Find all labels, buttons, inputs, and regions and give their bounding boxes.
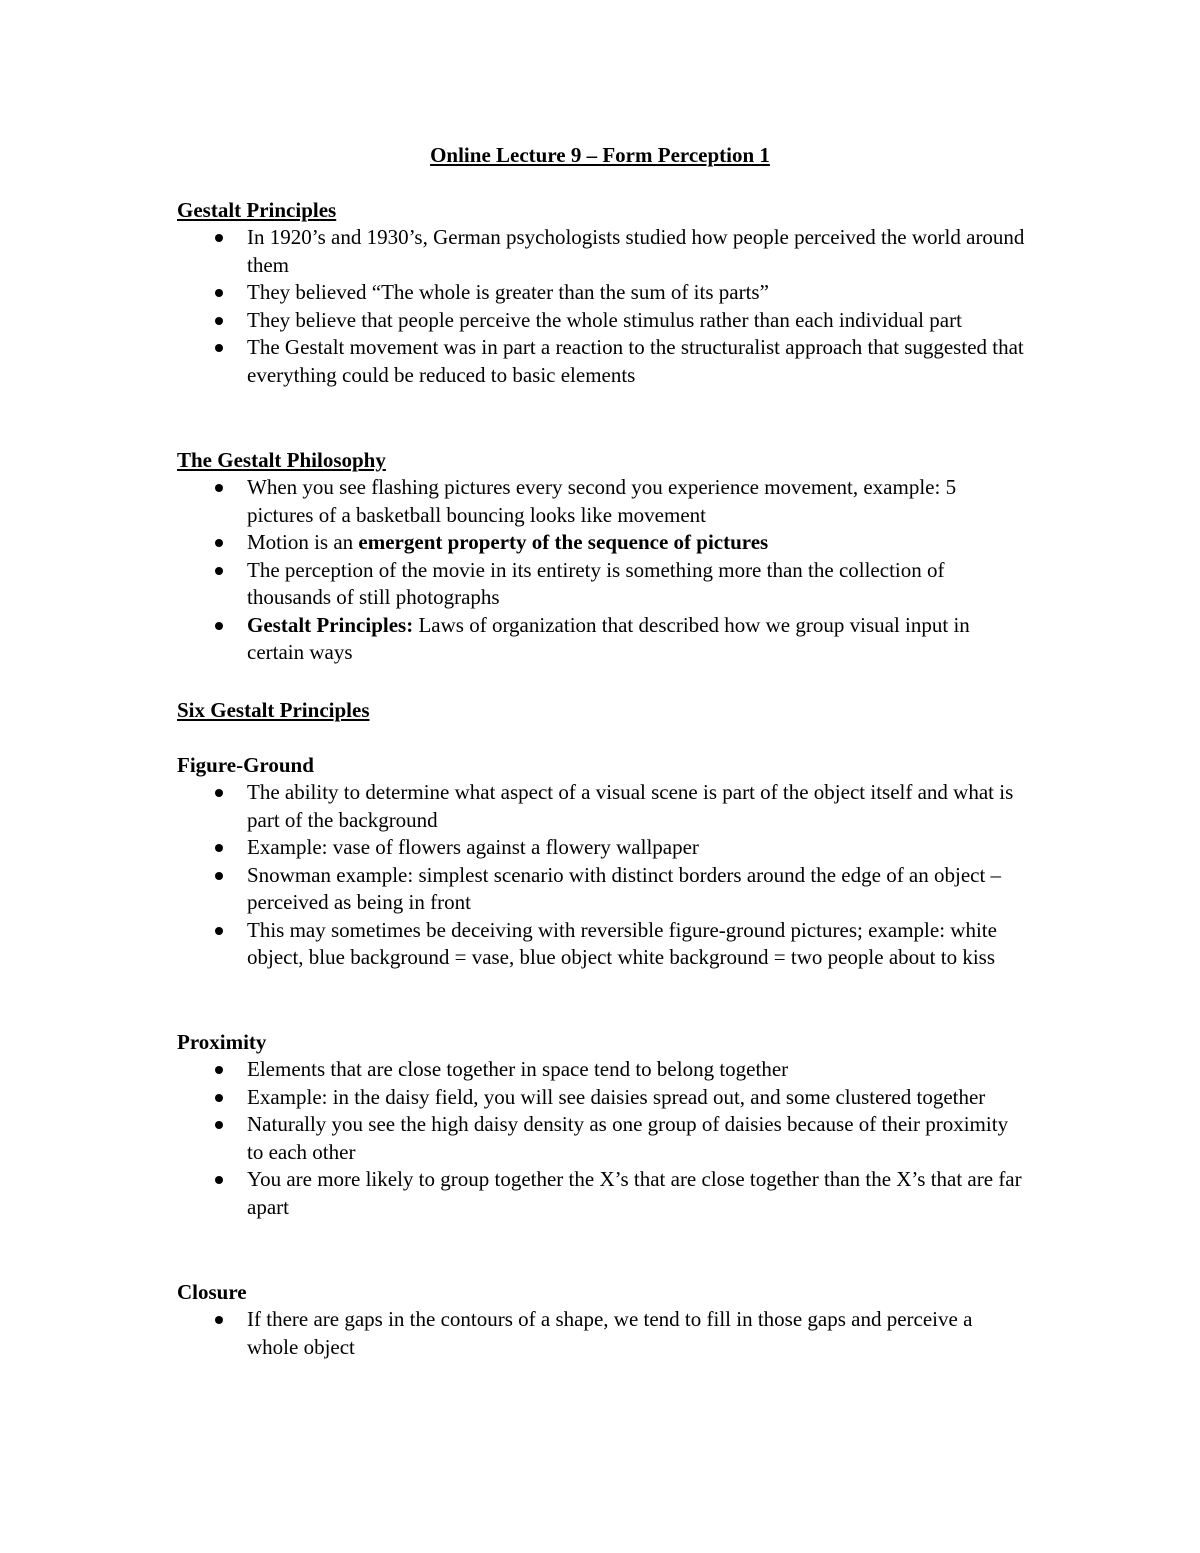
- list-item-text: You are more likely to group together the X’s that are close together than the X’s that are far apart: [247, 1167, 1022, 1219]
- list-item-text: If there are gaps in the contours of a shape, we tend to fill in those gaps and perceive a whole object: [247, 1307, 973, 1359]
- list-item: [177, 529, 1027, 557]
- list-item-text: Naturally you see the high daisy density as one group of daisies because of their proximity to each other: [247, 1112, 1009, 1164]
- bullet-list: [177, 474, 1027, 667]
- list-item-text: The ability to determine what aspect of a visual scene is part of the object itself and what is part of the background: [247, 780, 1014, 832]
- bullet-icon: [215, 1066, 223, 1074]
- section-heading: Gestalt Principles: [177, 198, 337, 222]
- bullet-icon: [215, 622, 223, 630]
- bullet-list: [177, 224, 1027, 389]
- section-gestalt-principles: [177, 196, 1027, 389]
- list-item: [177, 1084, 1027, 1112]
- list-item: [177, 834, 1027, 862]
- bullet-icon: [215, 844, 223, 852]
- list-item: [177, 334, 1027, 389]
- bullet-icon: [215, 317, 223, 325]
- bullet-icon: [215, 234, 223, 242]
- list-item-text: Example: vase of flowers against a flowery wallpaper: [247, 835, 699, 859]
- section-heading: The Gestalt Philosophy: [177, 448, 386, 472]
- list-item: [177, 1056, 1027, 1084]
- emphasis-text: emergent property of the sequence of pictures: [358, 530, 769, 554]
- list-item: [177, 1166, 1027, 1221]
- list-item: [177, 779, 1027, 834]
- bullet-list: [177, 779, 1027, 972]
- list-item: [177, 557, 1027, 612]
- list-item-text: The perception of the movie in its entirety is something more than the collection of thousands of still photographs: [247, 557, 945, 609]
- list-item-text: Example: in the daisy field, you will see daisies spread out, and some clustered together: [247, 1084, 986, 1109]
- list-item: [177, 612, 1027, 667]
- bullet-icon: [215, 927, 223, 935]
- list-item: [177, 279, 1027, 307]
- list-item: [177, 1111, 1027, 1166]
- list-item: [177, 862, 1027, 917]
- bullet-icon: [215, 539, 223, 547]
- subsection-heading: Figure-Ground: [177, 753, 314, 777]
- list-item-text: In 1920’s and 1930’s, German psychologists studied how people perceived the world around them: [247, 225, 1025, 277]
- list-item-text: They believed “The whole is greater than the sum of its parts”: [247, 280, 769, 304]
- bullet-icon: [215, 1316, 223, 1324]
- section-six-principles: [177, 696, 1027, 724]
- list-item-text: The Gestalt movement was in part a reaction to the structuralist approach that suggested that everything could be reduced to basic elements: [247, 335, 1024, 387]
- subsection-heading: Proximity: [177, 1030, 267, 1054]
- list-item: [177, 1306, 1027, 1361]
- list-item: [177, 917, 1027, 972]
- section-gestalt-philosophy: [177, 446, 1027, 667]
- list-item-text: They believe that people perceive the whole stimulus rather than each individual part: [247, 307, 962, 332]
- subsection-heading: Closure: [177, 1280, 247, 1304]
- section-proximity: [177, 1028, 1027, 1221]
- bullet-icon: [215, 789, 223, 797]
- list-item-text: Snowman example: simplest scenario with distinct borders around the edge of an object – perceived as being in front: [247, 862, 1002, 914]
- section-figure-ground: [177, 751, 1027, 972]
- bullet-list: [177, 1306, 1027, 1361]
- list-item: [177, 474, 1027, 529]
- term-definition: Laws of organization that described how we group visual input in certain ways: [247, 612, 970, 664]
- list-item-text: This may sometimes be deceiving with reversible figure-ground pictures; example: white object, blue background = vase, blue object white background = two people about to kiss: [247, 917, 997, 969]
- bullet-icon: [215, 484, 223, 492]
- bullet-icon: [215, 1094, 223, 1102]
- bullet-icon: [215, 344, 223, 352]
- list-item-text-prefix: Motion is an: [247, 530, 359, 554]
- section-closure: [177, 1278, 1027, 1361]
- bullet-icon: [215, 1121, 223, 1129]
- term-label: Gestalt Principles:: [247, 612, 414, 637]
- list-item: [177, 307, 1027, 335]
- bullet-icon: [215, 872, 223, 880]
- list-item-text: Elements that are close together in space tend to belong together: [247, 1057, 789, 1081]
- list-item-text: When you see flashing pictures every second you experience movement, example: 5 pictures of a basketball bouncing looks like movement: [247, 475, 957, 527]
- bullet-list: [177, 1056, 1027, 1221]
- bullet-icon: [215, 567, 223, 575]
- list-item: [177, 224, 1027, 279]
- section-heading: Six Gestalt Principles: [177, 698, 370, 722]
- bullet-icon: [215, 289, 223, 297]
- document-title: Online Lecture 9 – Form Perception 1: [430, 143, 770, 167]
- bullet-icon: [215, 1176, 223, 1184]
